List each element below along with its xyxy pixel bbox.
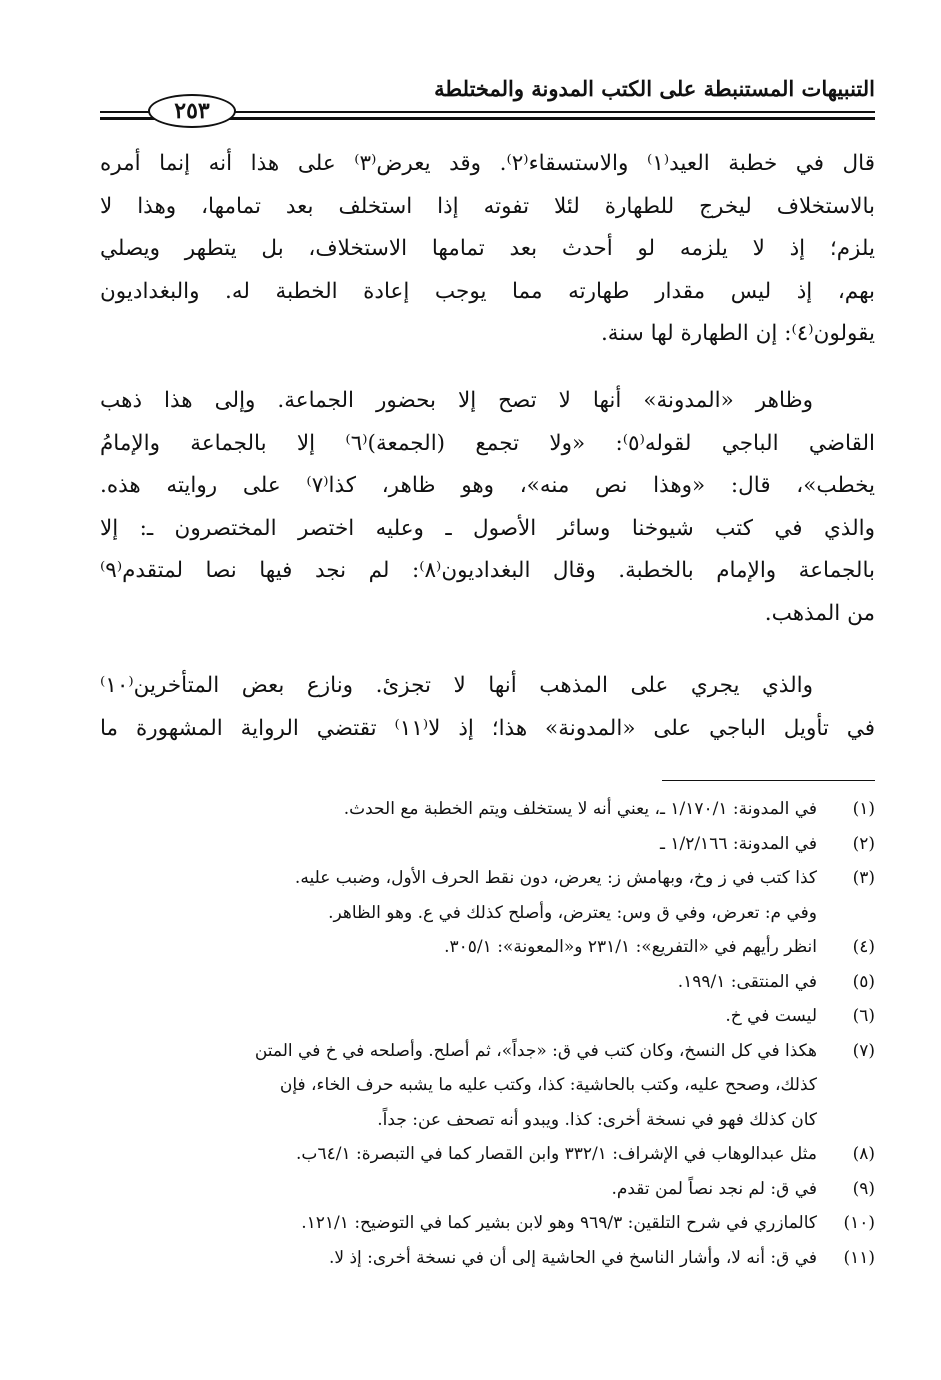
footnote-text: في المدونة: ١/١٧٠/١ ـ، يعني أنه لا يستخلف ويتم الخطبة مع الحدث. xyxy=(343,799,817,819)
paragraph-3 xyxy=(100,665,875,750)
page-number: ٢٥٣ xyxy=(148,94,236,128)
paragraph-2 xyxy=(100,380,875,635)
footnote xyxy=(100,1034,875,1138)
footnote xyxy=(100,861,875,930)
footnote-text: في المدونة: ١/٢/١٦٦ ـ xyxy=(659,833,817,854)
footnote-number: (٥) xyxy=(852,971,875,992)
footnote-text: انظر رأيهم في «التفريع»: ٢٣١/١ و«المعونة»: ٣٠٥/١. xyxy=(444,937,817,957)
footnote-number: (١) xyxy=(852,799,875,819)
text-line: يقولون⁽٤⁾: إن الطهارة لها سنة. xyxy=(600,321,875,346)
footnote-text: وفي م: تعرض، وفي ق وس: يعترض، وأصلح كذلك في ع. وهو الظاهر. xyxy=(328,902,817,923)
footnote xyxy=(100,1206,875,1241)
footnote-number: (٩) xyxy=(852,1178,875,1199)
footnote-number: (٤) xyxy=(852,937,875,957)
text-line: بالجماعة والإمام بالخطبة. وقال البغداديون⁽٨⁾: لم نجد فيها نصا لمتقدم⁽٩⁾ xyxy=(100,558,875,583)
footnote-number: (٣) xyxy=(852,868,875,888)
paragraph-1 xyxy=(100,143,875,356)
footnote-text: في ق: أنه لا، وأشار الناسخ في الحاشية إلى أن في نسخة أخرى: إذ لا. xyxy=(328,1247,817,1268)
footnote xyxy=(100,999,875,1034)
footnote-text: في ق: لم نجد نصاً لمن تقدم. xyxy=(611,1178,817,1199)
text-line: يلزم؛ إذ لا يلزمه لو أحدث بعد تمامها الاستخلاف، بل يتطهر ويصلي xyxy=(100,236,875,261)
footnote xyxy=(100,1137,875,1172)
footnote-number: (٧) xyxy=(852,1040,875,1061)
text-line: بهم، إذ ليس مقدار طهارته مما يوجب إعادة الخطبة له. والبغداديون xyxy=(100,278,875,304)
footnote-text: مثل عبدالوهاب في الإشراف: ٣٣٢/١ وابن القصار كما في التبصرة: ٦٤/١ب. xyxy=(296,1144,817,1164)
text-line: والذي يجري على المذهب أنها لا تجزئ. ونازع بعض المتأخرين⁽١٠⁾ xyxy=(100,673,813,698)
footnote-number: (١١) xyxy=(843,1247,875,1268)
footnote xyxy=(100,930,875,965)
text-line: بالاستخلاف ليخرج للطهارة لئلا تفوته إذا استخلف بعد تمامها، وهذا لا xyxy=(100,193,875,219)
text-line: والذي في كتب شيوخنا وسائر الأصول ـ وعليه اختصر المختصرون ـ: إلا xyxy=(100,515,875,541)
footnote-text: كان كذلك فهو في نسخة أخرى: كذا. ويبدو أنه تصحف عن: جداً. xyxy=(377,1109,817,1130)
footnote-text: كذلك، وصحح عليه، وكتب بالحاشية: كذا، وكتب عليه ما يشبه حرف الخاء، فإن xyxy=(279,1075,817,1095)
footnote-text: ليست في خ. xyxy=(725,1006,817,1026)
footnote-number: (٨) xyxy=(852,1144,875,1164)
footnote-text: كذا كتب في ز وخ، وبهامش ز: يعرض، دون نقط الحرف الأول، وضبب عليه. xyxy=(294,868,817,888)
footnote-number: (٢) xyxy=(852,833,875,854)
footnote xyxy=(100,1172,875,1207)
footnote xyxy=(100,827,875,862)
footnote xyxy=(100,965,875,1000)
text-line: قال في خطبة العيد⁽١⁾ والاستسقاء⁽٢⁾. وقد يعرض⁽٣⁾ على هذا أنه إنما أمره xyxy=(100,151,875,176)
footnote xyxy=(100,1241,875,1276)
text-line: وظاهر «المدونة» أنها لا تصح إلا بحضور الجماعة. وإلى هذا ذهب xyxy=(100,388,813,413)
footnote-text: في المنتقى: ١٩٩/١. xyxy=(677,971,817,992)
running-header xyxy=(100,70,875,130)
text-line: القاضي الباجي لقوله⁽٥⁾: «ولا تجمع (الجمعة)⁽٦⁾ إلا بالجماعة والإمامُ xyxy=(100,430,875,456)
text-line: يخطب»، قال: «وهذا نص منه»، وهو ظاهر، كذا⁽٧⁾ على روايته هذه. xyxy=(100,473,875,498)
footnote-separator xyxy=(662,780,875,781)
text-line: من المذهب. xyxy=(764,600,875,626)
footnote-number: (١٠) xyxy=(843,1213,875,1233)
footnote-number: (٦) xyxy=(852,1006,875,1026)
header-title: التنبيهات المستنبطة على الكتب المدونة والمختلطة xyxy=(434,76,875,101)
footnote xyxy=(100,792,875,827)
footnotes xyxy=(100,792,875,1275)
footnote-text: كالمازري في شرح التلقين: ٩٦٩/٣ وهو لابن بشير كما في التوضيح: ١٢١/١. xyxy=(301,1213,817,1233)
footnote-text: هكذا في كل النسخ، وكان كتب في ق: «جداً»، ثم أصلح. وأصلحه في خ في المتن xyxy=(254,1040,817,1061)
text-line: في تأويل الباجي على «المدونة» هذا؛ إذ لا⁽١١⁾ تقتضي الرواية المشهورة ما xyxy=(100,715,875,741)
